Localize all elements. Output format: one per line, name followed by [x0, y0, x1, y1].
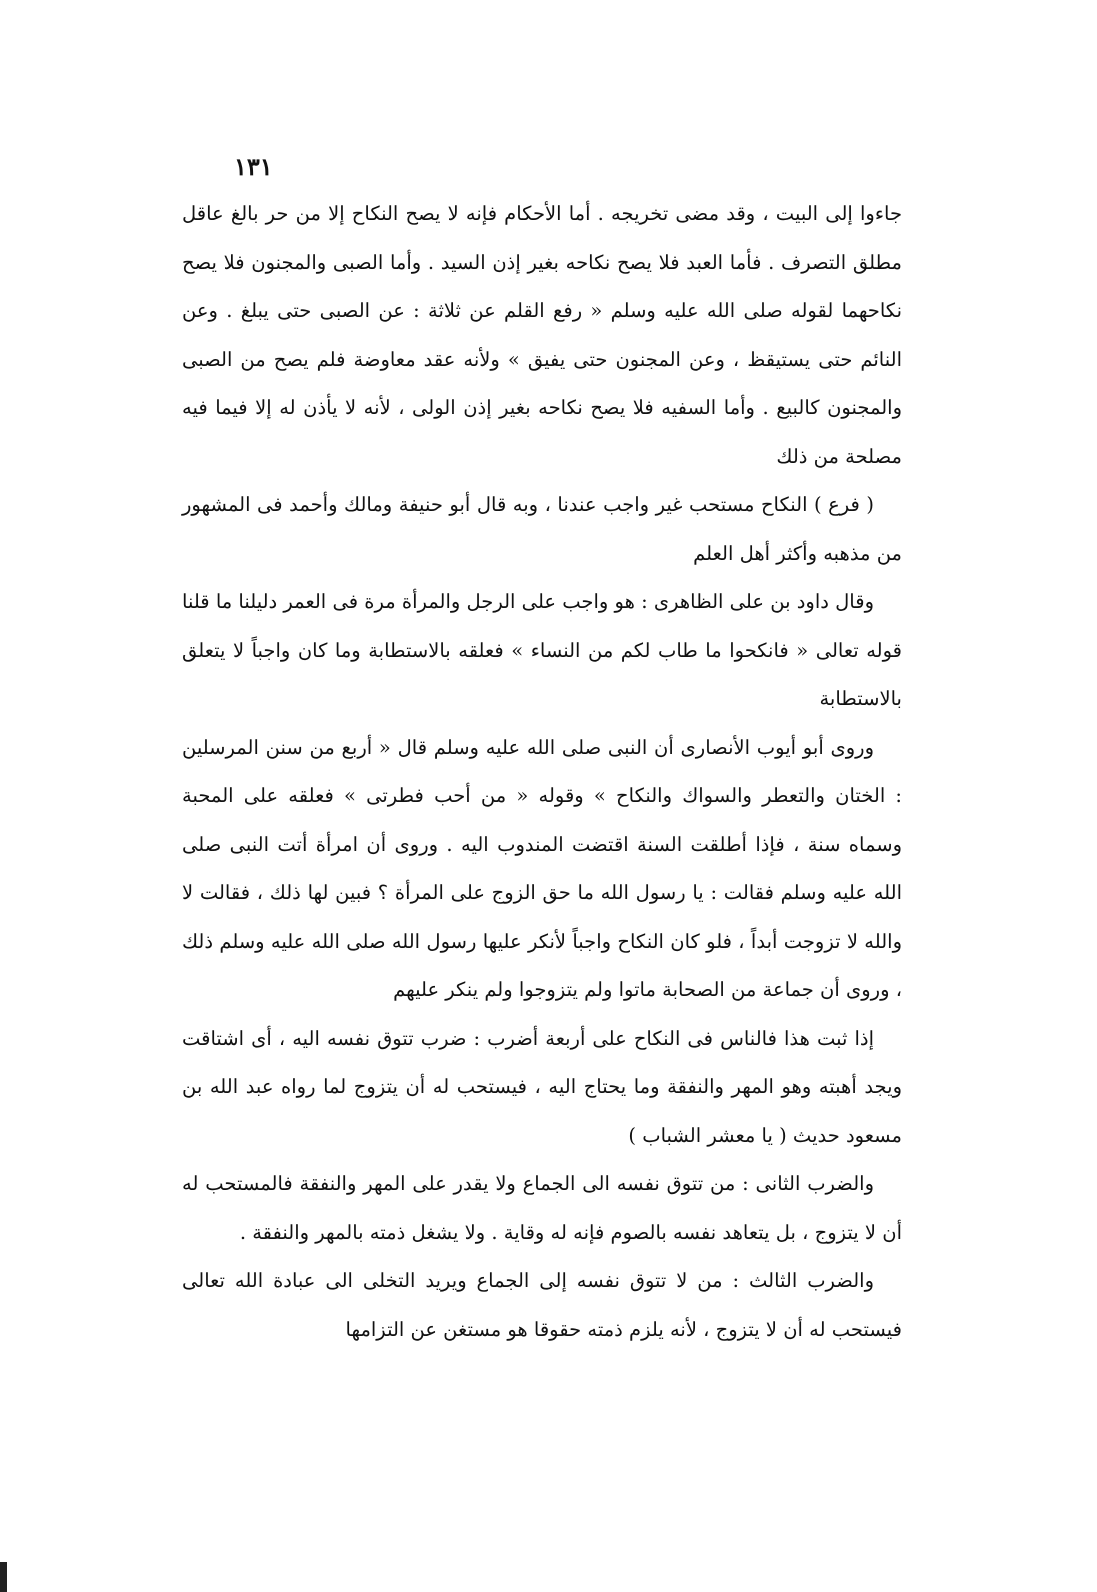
page-number: ١٣١ [234, 152, 273, 181]
paragraph-3: وقال داود بن على الظاهرى : هو واجب على الرجل والمرأة مرة فى العمر دليلنا ما قلنا قوله تعالى « فانكحوا ما طاب لكم من النساء » فعلقه بالاستطابة وما كان واجباً لا يتعلق بالاستطابة [182, 590, 902, 710]
scan-mark [0, 1562, 7, 1592]
paragraph-7: والضرب الثالث : من لا تتوق نفسه إلى الجماع ويريد التخلى الى عبادة الله تعالى فيستحب له أن لا يتزوج ، لأنه يلزم ذمته حقوقا هو مستغن عن التزامها [182, 1269, 902, 1341]
paragraph-5: إذا ثبت هذا فالناس فى النكاح على أربعة أضرب : ضرب تتوق نفسه اليه ، أى اشتاقت ويجد أهبته وهو المهر والنفقة وما يحتاج اليه ، فيستحب له أن يتزوج لما رواه عبد الله بن مسعود حديث ( يا معشر الشباب ) [182, 1026, 902, 1147]
body-text [182, 190, 902, 1354]
paragraph-2: ( فرع ) النكاح مستحب غير واجب عندنا ، وبه قال أبو حنيفة ومالك وأحمد فى المشهور من مذهبه وأكثر أهل العلم [182, 493, 902, 565]
paragraph-4: وروى أبو أيوب الأنصارى أن النبى صلى الله عليه وسلم قال « أربع من سنن المرسلين : الختان والتعطر والسواك والنكاح » وقوله « من أحب فطرتى » فعلقه على المحبة وسماه سنة ، فإذا أطلقت السنة اقتضت المندوب اليه . وروى أن امرأة أتت النبى صلى الله عليه وسلم فقالت : يا رسول الله ما حق الزوج على المرأة ؟ فبين لها ذلك ، فقالت لا والله لا تزوجت أبداً ، فلو كان النكاح واجباً لأنكر عليها رسول الله صلى الله عليه وسلم ذلك ، وروى أن جماعة من الصحابة ماتوا ولم يتزوجوا ولم ينكر عليهم [182, 735, 902, 1001]
paragraph-6: والضرب الثانى : من تتوق نفسه الى الجماع ولا يقدر على المهر والنفقة فالمستحب له أن لا يتزوج ، بل يتعاهد نفسه بالصوم فإنه له وقاية . ولا يشغل ذمته بالمهر والنفقة . [182, 1172, 902, 1244]
paragraph-1: جاءوا إلى البيت ، وقد مضى تخريجه . أما الأحكام فإنه لا يصح النكاح إلا من حر بالغ عاقل مطلق التصرف . فأما العبد فلا يصح نكاحه بغير إذن السيد . وأما الصبى والمجنون فلا يصح نكاحهما لقوله صلى الله عليه وسلم « رفع القلم عن ثلاثة : عن الصبى حتى يبلغ . وعن النائم حتى يستيقظ ، وعن المجنون حتى يفيق » ولأنه عقد معاوضة فلم يصح من الصبى والمجنون كالبيع . وأما السفيه فلا يصح نكاحه بغير إذن الولى ، لأنه لا يأذن له إلا فيما فيه مصلحة من ذلك [182, 202, 902, 468]
